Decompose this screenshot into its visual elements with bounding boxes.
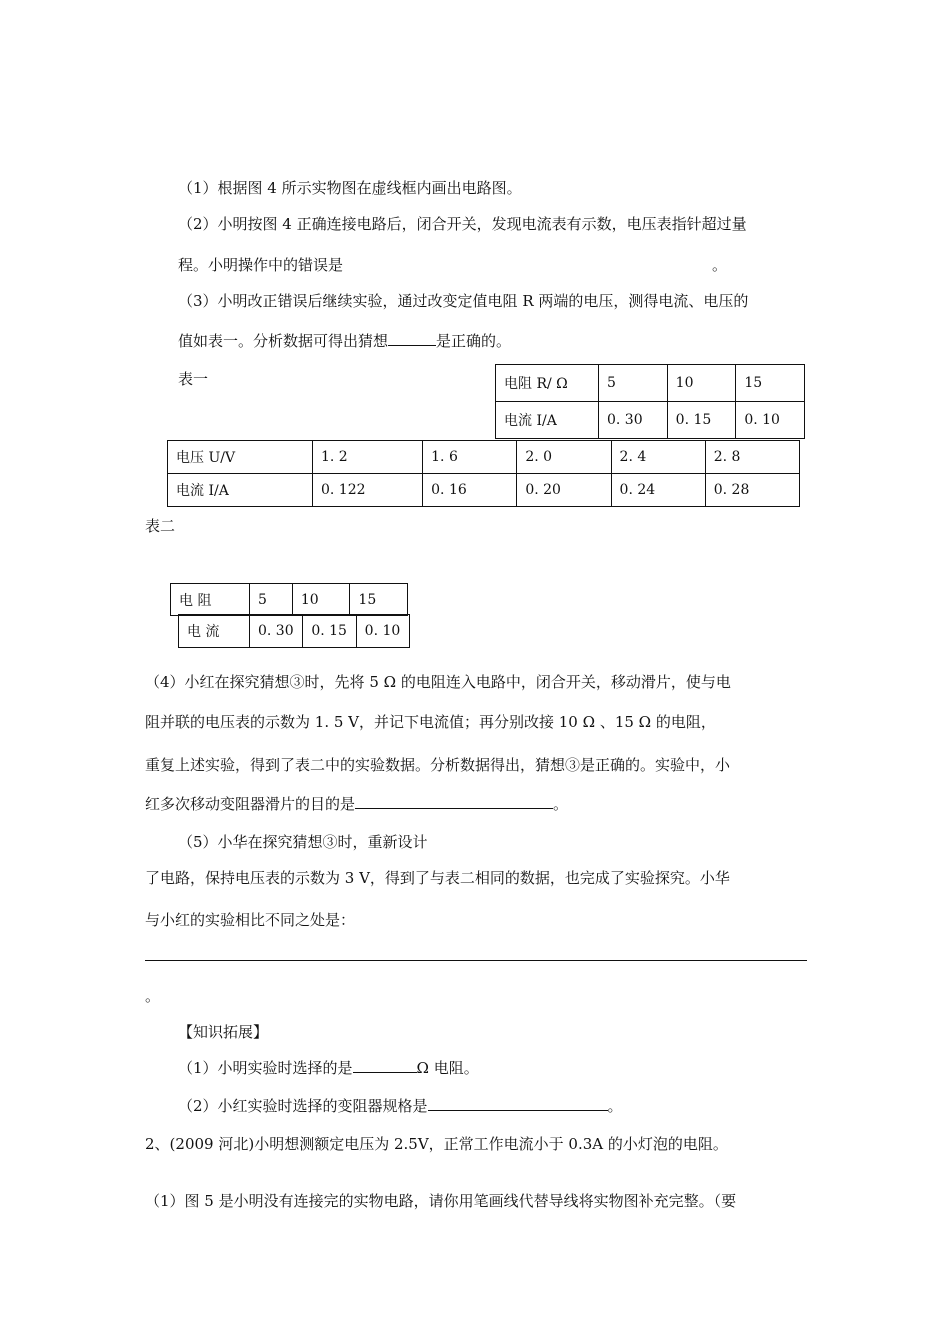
small-table-bottom [178,614,410,648]
knowledge-extension-title: 【知识拓展】 [178,1023,269,1041]
question-2-line-2 [178,255,343,275]
table-cell: 0. 30 [599,402,668,439]
extension-question-1 [178,1058,479,1078]
table-1-caption: 表一 [178,370,209,388]
answer-blank[interactable] [355,794,553,809]
table-cell: 0. 28 [705,474,799,507]
question-5-line-3: 与小红的实验相比不同之处是： [145,911,356,929]
question-3-line-1: （3）小明改正错误后继续实验，通过改变定值电阻 R 两端的电压，测得电流、电压的 [178,292,749,310]
answer-blank[interactable] [353,1058,417,1073]
small-table-top [170,583,408,616]
question-5-end: 。 [145,987,161,1005]
table-cell: 电阻 R/ Ω [496,365,599,402]
table-cell: 0. 24 [611,474,705,507]
question-5-line-2: 了电路，保持电压表的示数为 3 V，得到了与表二相同的数据，也完成了实验探究。小华 [145,869,730,887]
table-cell: 0. 15 [667,402,736,439]
table-cell: 0. 30 [250,615,303,648]
table-cell: 0. 122 [313,474,423,507]
table-cell: 0. 16 [423,474,517,507]
question-2-line-1: （2）小明按图 4 正确连接电路后，闭合开关，发现电流表有示数，电压表指针超过量 [178,215,747,233]
question-4-line-4 [145,794,568,814]
extension-1-end: Ω 电阻。 [416,1059,479,1077]
table-cell: 15 [350,584,408,616]
table-cell: 0. 10 [736,402,805,439]
table-cell: 2. 8 [705,441,799,474]
question-2-end: 。 [712,256,728,274]
table-cell: 5 [599,365,668,402]
table-cell: 2. 0 [517,441,611,474]
table-cell: 0. 10 [356,615,409,648]
table-cell: 0. 20 [517,474,611,507]
table-cell: 2. 4 [611,441,705,474]
question-4-line-3: 重复上述实验，得到了表二中的实验数据。分析数据得出，猜想③是正确的。实验中，小 [145,756,731,774]
question-4-line-1: （4）小红在探究猜想③时，先将 5 Ω 的电阻连入电路中，闭合开关，移动滑片，使与电 [145,673,731,691]
table-cell: 1. 6 [423,441,517,474]
question-1: （1）根据图 4 所示实物图在虚线框内画出电路图。 [178,179,522,197]
answer-blank[interactable] [388,331,436,346]
table-cell: 0. 15 [303,615,356,648]
question-3-line-2 [178,331,511,351]
table-cell: 电 流 [179,615,250,648]
table-cell: 10 [292,584,350,616]
extension-2-text: （2）小红实验时选择的变阻器规格是 [178,1097,428,1115]
extension-question-2 [178,1096,623,1116]
table-2-caption: 表二 [145,517,176,535]
voltage-current-table [167,440,800,507]
extension-1-text: （1）小明实验时选择的是 [178,1059,353,1077]
table-cell: 15 [736,365,805,402]
resistance-current-table [495,364,805,439]
table-cell: 电压 U/V [168,441,313,474]
table-cell: 电 阻 [171,584,250,616]
question-5-line-1: （5）小华在探究猜想③时，重新设计 [178,833,428,851]
table-cell: 1. 2 [313,441,423,474]
answer-line[interactable] [145,960,807,961]
question-2-text: 程。小明操作中的错误是 [178,256,344,274]
table-cell: 5 [250,584,293,616]
problem-2-intro: 2、(2009 河北)小明想测额定电压为 2.5V，正常工作电流小于 0.3A 的小灯泡的电阻。 [145,1135,728,1153]
question-3-text-end: 是正确的。 [436,332,512,350]
extension-2-end: 。 [607,1097,623,1115]
answer-blank[interactable] [428,1096,608,1111]
table-cell: 电流 I/A [168,474,313,507]
question-4-line-2: 阻并联的电压表的示数为 1. 5 V，并记下电流值；再分别改接 10 Ω 、15 Ω 的电阻， [145,713,716,731]
table-cell: 电流 I/A [496,402,599,439]
problem-2-question-1: （1）图 5 是小明没有连接完的实物电路，请你用笔画线代替导线将实物图补充完整。（要 [145,1192,737,1210]
question-4-text: 红多次移动变阻器滑片的目的是 [145,795,356,813]
question-4-end: 。 [553,795,569,813]
table-cell: 10 [667,365,736,402]
question-3-text: 值如表一。分析数据可得出猜想 [178,332,389,350]
